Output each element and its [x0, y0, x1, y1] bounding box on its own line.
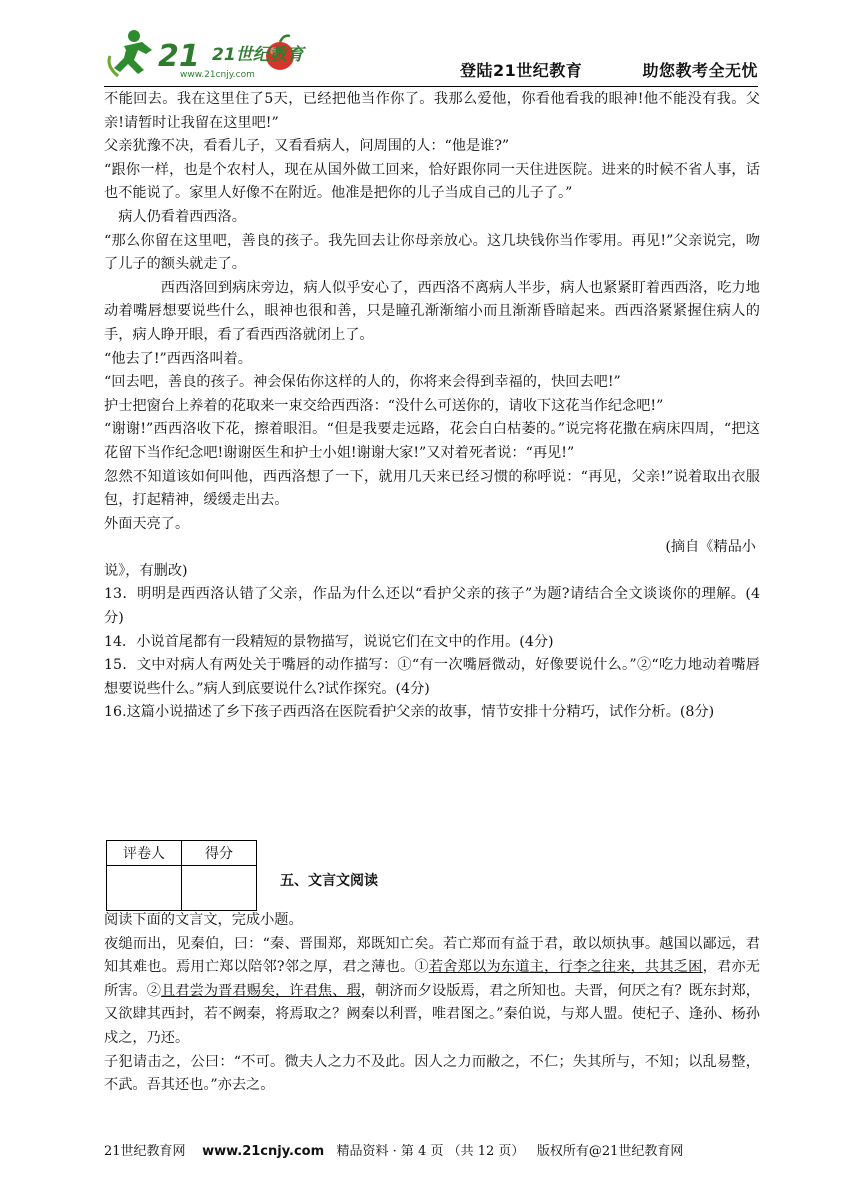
paragraph: “回去吧，善良的孩子。神会保佑你这样的人的，你将来会得到幸福的，快回去吧!”	[104, 374, 621, 391]
story-text	[104, 88, 760, 725]
paragraph: “那么你留在这里吧，善良的孩子。我先回去让你母亲放心。这几块钱你当作零用。再见!”父亲说完，吻了儿子的额头就走了。	[104, 232, 760, 273]
paragraph: 不能回去。我在这里住了5天，已经把他当作你了。我那么爱他，你看他看我的眼神!他不能没有我。父亲!请暂时让我留在这里吧!”	[104, 91, 760, 131]
text-run: ，君亦无所害。②	[104, 959, 760, 999]
paragraph: “跟你一样，也是个农村人，现在从国外做工回来，恰好跟你同一天住进医院。进来的时候不省人事，话也不能说了。家里人好像不在附近。他准是把你的儿子当成自己的儿子了。”	[104, 161, 760, 202]
paragraph: 父亲犹豫不决，看看儿子，又看看病人，问周围的人：“他是谁?”	[104, 138, 510, 155]
classical-text	[104, 909, 760, 1098]
paragraph: 子犯请击之，公曰：“不可。微夫人之力不及此。因人之力而敝之，不仁；失其所与，不知；以乱易整，不武。吾其还也。”亦去之。	[104, 1053, 760, 1094]
footer-page-info: 精品资料 · 第 4 页 （共 12 页）	[336, 1144, 525, 1159]
score-cell	[182, 866, 257, 911]
paragraph: 外面天亮了。	[104, 515, 190, 532]
header-slogan: 登陆21世纪教育 助您教考全无忧	[460, 61, 758, 80]
footer-site: 21世纪教育网	[104, 1144, 186, 1159]
page-header	[104, 26, 758, 84]
logo-text: 21世纪教育	[212, 45, 304, 65]
question-14: 14．小说首尾都有一段精短的景物描写，说说它们在文中的作用。(4分)	[104, 633, 554, 650]
footer-url[interactable]: www.21cnjy.com	[202, 1144, 325, 1159]
underlined-sentence-2: 且君尝为晋君赐矣，许君焦、瑕	[161, 982, 361, 999]
table-header-grader: 评卷人	[107, 841, 182, 866]
paragraph: 西西洛回到病床旁边，病人似乎安心了，西西洛不离病人半步，病人也紧紧盯着西西洛，吃力地动着嘴唇想要说些什么，眼神也很和善，只是瞳孔渐渐缩小而且渐渐昏暗起来。西西洛紧紧握住病人的手，病人睁开眼，看了看西西洛就闭上了。	[104, 279, 760, 343]
paragraph	[104, 933, 760, 1051]
question-15: 15．文中对病人有两处关于嘴唇的动作描写：①“有一次嘴唇微动，好像要说什么。”②“吃力地动着嘴唇想要说些什么。”病人到底要说什么?试作探究。(4分)	[104, 657, 760, 697]
source-note: (摘自《精品小	[665, 539, 756, 556]
source-note: 说》，有删改)	[104, 562, 188, 579]
paragraph: 护士把窗台上养着的花取来一束交给西西洛：“没什么可送你的，请收下这花当作纪念吧!”	[104, 397, 664, 414]
paragraph: “谢谢!”西西洛收下花，擦着眼泪。“但是我要走远路，花会白白枯萎的。”说完将花撒在病床四周，“把这花留下当作纪念吧!谢谢医生和护士小姐!谢谢大家!”又对着死者说：“再见!”	[104, 421, 760, 461]
text-run: ，朝济而夕设版焉，君之所知也。夫晋，何厌之有？既东封郑，又欲肆其西封，若不阙秦，将焉取之？阙秦以利晋，唯君图之。”秦伯说，与郑人盟。使杞子、逢孙、杨孙戍之，乃还。	[104, 982, 760, 1046]
paragraph: 病人仍看着西西洛。	[118, 208, 246, 225]
paragraph: 忽然不知道该如何叫他，西西洛想了一下，就用几天来已经习惯的称呼说：“再见，父亲!”说着取出衣服包，打起精神，缓缓走出去。	[104, 468, 760, 509]
question-13: 13．明明是西西洛认错了父亲，作品为什么还以“看护父亲的孩子”为题?请结合全文谈谈你的理解。(4分)	[104, 586, 760, 627]
underlined-sentence-1: 若舍郑以为东道主，行李之往来，共其乏困	[428, 959, 703, 976]
logo-url: www.21cnjy.com	[180, 70, 255, 80]
footer-copyright: 版权所有@21世纪教育网	[536, 1144, 684, 1159]
paragraph: “他去了!”西西洛叫着。	[104, 350, 252, 367]
grader-cell	[107, 866, 182, 911]
svg-text:21: 21	[158, 39, 200, 74]
section-header	[104, 840, 760, 889]
score-table	[106, 840, 257, 911]
question-16: 16.这篇小说描述了乡下孩子西西洛在医院看护父亲的故事，情节安排十分精巧，试作分析。(8分)	[104, 704, 715, 721]
section-title: 五、文言文阅读	[280, 873, 378, 889]
page-footer	[104, 1140, 758, 1159]
instruction: 阅读下面的文言文，完成小题。	[104, 912, 303, 928]
text-run: 夜缒而出，见秦伯，曰：“秦、晋围郑，郑既知亡矣。若亡郑而有益于君，敢以烦执事。越国以鄙远，君知其难也。焉用亡郑以陪邻?邻之厚，君之薄也。①	[104, 935, 760, 976]
header-divider	[104, 86, 758, 87]
table-header-score: 得分	[182, 841, 257, 866]
